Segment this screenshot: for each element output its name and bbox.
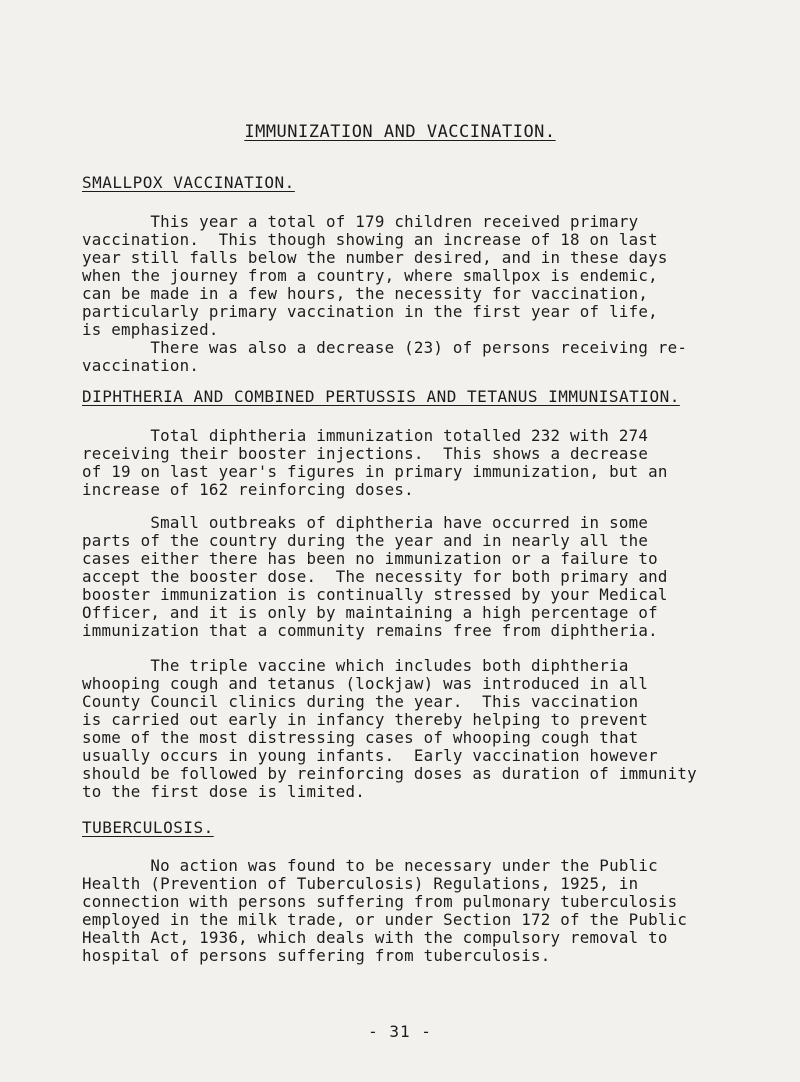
paragraph-diphtheria-outbreaks: Small outbreaks of diphtheria have occurred in some parts of the country during the year and in nearly all the cases either there has been no immunization or a failure to accept the booster dose. The necessity for both primary and booster immunization is continually stressed by your Medical Officer, and it is only by maintaining a high percentage of immunization that a community remains free from diphtheria. <box>82 513 668 640</box>
page-number: - 31 - <box>368 1022 432 1041</box>
paragraph-smallpox-revaccination: There was also a decrease (23) of persons receiving re- vaccination. <box>82 338 688 375</box>
paragraph-triple-vaccine: The triple vaccine which includes both diphtheria whooping cough and tetanus (lockjaw) was introduced in all County Council clinics during the year. This vaccination is carried out early in infancy thereby helping to prevent some of the most distressing cases of whooping cough that usually occurs in young infants. Early vaccination however should be followed by reinforcing doses as duration of immunity to the first dose is limited. <box>82 656 697 801</box>
section-heading-diphtheria: DIPHTHERIA AND COMBINED PERTUSSIS AND TETANUS IMMUNISATION. <box>82 387 680 406</box>
paragraph-tuberculosis: No action was found to be necessary under the Public Health (Prevention of Tuberculosis) Regulations, 1925, in connection with persons suffering from pulmonary tuberculosis employed in the milk trade, or under Section 172 of the Public Health Act, 1936, which deals with the compulsory removal to hospital of persons suffering from tuberculosis. <box>82 856 688 965</box>
section-heading-tuberculosis: TUBERCULOSIS. <box>82 818 214 837</box>
paragraph-diphtheria-totals: Total diphtheria immunization totalled 232 with 274 receiving their booster injections. This shows a decrease of 19 on last year's figures in primary immunization, but an increase of 162 reinforcing doses. <box>82 426 668 499</box>
page-title <box>0 122 800 142</box>
section-heading-smallpox: SMALLPOX VACCINATION. <box>82 173 295 192</box>
paragraph-smallpox-primary: This year a total of 179 children received primary vaccination. This though showing an increase of 18 on last year still falls below the number desired, and in these days when the journey from a country, where smallpox is endemic, can be made in a few hours, the necessity for vaccination, particularly primary vaccination in the first year of life, is emphasized. <box>82 212 668 339</box>
page-title-text: IMMUNIZATION AND VACCINATION. <box>244 122 556 142</box>
